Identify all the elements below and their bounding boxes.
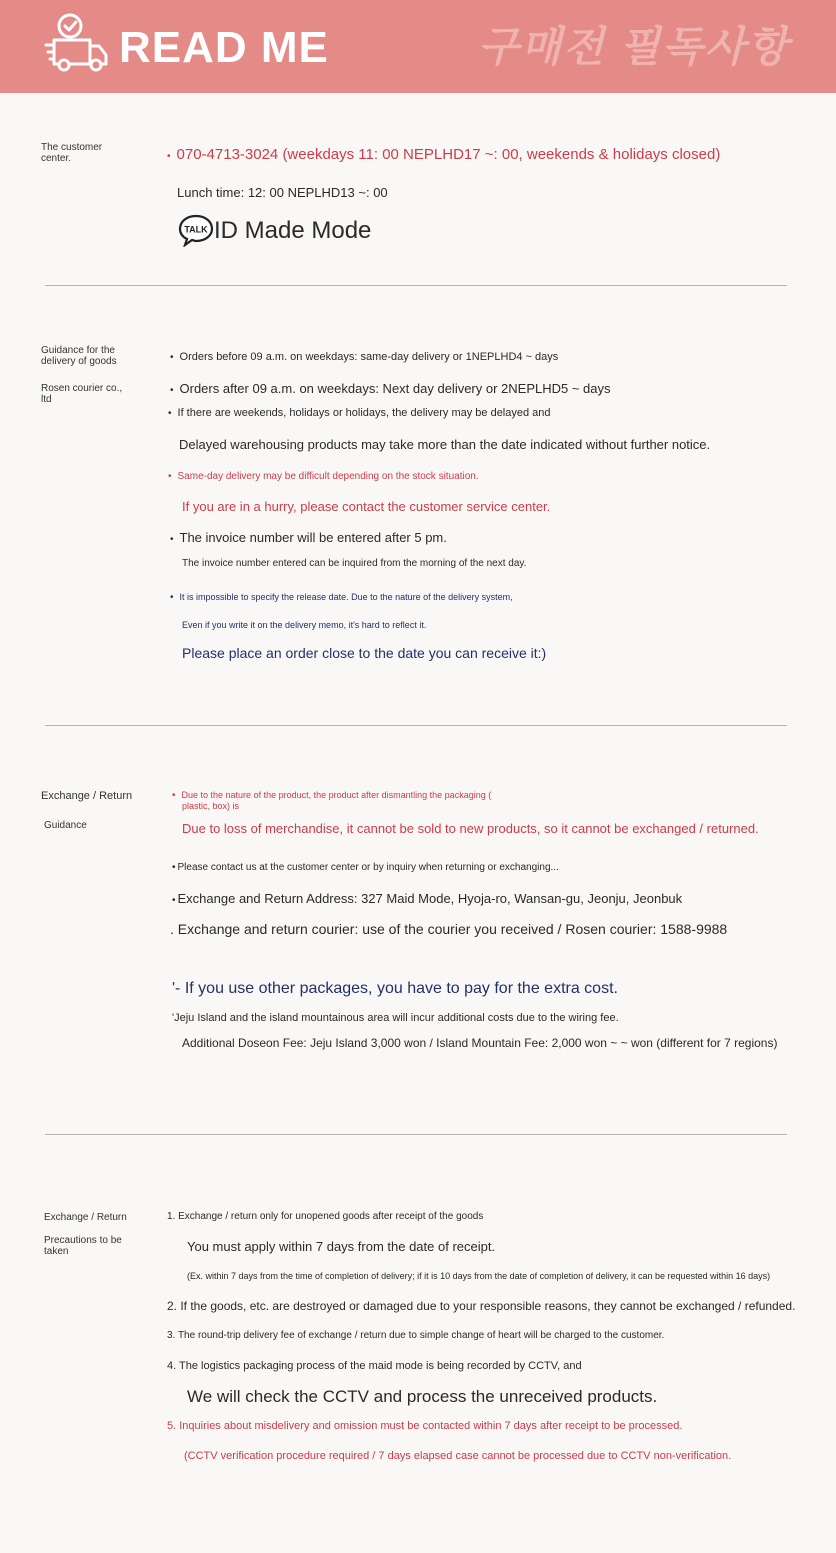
lunch-time: Lunch time: 12: 00 NEPLHD13 ~: 00: [177, 185, 388, 200]
precaution-line: 1. Exchange / return only for unopened goods after receipt of the goods: [167, 1211, 484, 1222]
delivery-line: • If there are weekends, holidays or holidays, the delivery may be delayed and: [168, 407, 551, 419]
section-label-precautions: Precautions to be taken: [44, 1235, 122, 1257]
exchange-line: • Due to the nature of the product, the product after dismantling the packaging ( plastic, box) is: [172, 790, 492, 811]
section-label-customer-center: The customer center.: [41, 142, 103, 164]
delivery-line: • Orders before 09 a.m. on weekdays: same-day delivery or 1NEPLHD4 ~ days: [170, 351, 559, 363]
precaution-line: 3. The round-trip delivery fee of exchange / return due to simple change of heart will be charged to the customer.: [167, 1330, 665, 1341]
section-label-exchange: Exchange / Return: [41, 790, 133, 802]
kakao-id: ID Made Mode: [214, 217, 372, 244]
delivery-line: • Same-day delivery may be difficult depending on the stock situation.: [168, 471, 479, 482]
delivery-line: Even if you write it on the delivery memo, it's hard to reflect it.: [182, 620, 427, 630]
precaution-line: You must apply within 7 days from the date of receipt.: [187, 1239, 496, 1254]
exchange-line: 'Jeju Island and the island mountainous area will incur additional costs due to the wiring fee.: [172, 1012, 619, 1024]
section-label-guidance: Guidance: [44, 820, 87, 831]
korean-title: 구매전 필독사항: [478, 23, 790, 70]
delivery-line: • The invoice number will be entered after 5 pm.: [170, 530, 447, 545]
delivery-line: Please place an order close to the date you can receive it:): [182, 645, 547, 661]
exchange-line: Additional Doseon Fee: Jeju Island 3,000 won / Island Mountain Fee: 2,000 won ~ ~ won (different for 7 regions): [182, 1036, 778, 1050]
page-title: READ ME: [119, 23, 329, 72]
precaution-line: 4. The logistics packaging process of the maid mode is being recorded by CCTV, and: [167, 1360, 582, 1372]
section-divider: [45, 725, 787, 726]
delivery-line: • It is impossible to specify the release date. Due to the nature of the delivery system,: [170, 592, 513, 603]
exchange-line: • Exchange and Return Address: 327 Maid Mode, Hyoja-ro, Wansan-gu, Jeonju, Jeonbuk: [172, 891, 683, 906]
phone-line: • 070-4713-3024 (weekdays 11: 00 NEPLHD17 ~: 00, weekends & holidays closed): [167, 146, 721, 163]
precaution-line: (Ex. within 7 days from the time of completion of delivery; if it is 10 days from the date of completion of delivery, it can be requested within 16 days): [187, 1271, 771, 1281]
precaution-line: 5. Inquiries about misdelivery and omission must be contacted within 7 days after receipt to be processed.: [167, 1420, 683, 1432]
exchange-line: Due to loss of merchandise, it cannot be sold to new products, so it cannot be exchanged / returned.: [182, 821, 759, 836]
section-label-exchange-precautions: Exchange / Return: [44, 1212, 127, 1223]
kakaotalk-icon: [178, 213, 214, 247]
section-label-courier: Rosen courier co., ltd: [41, 383, 123, 405]
delivery-truck-clock-icon: [44, 12, 110, 74]
header-banner: [0, 0, 836, 93]
svg-text:TALK: TALK: [184, 224, 208, 235]
delivery-line: • Orders after 09 a.m. on weekdays: Next day delivery or 2NEPLHD5 ~ days: [170, 381, 611, 396]
delivery-line: The invoice number entered can be inquired from the morning of the next day.: [182, 558, 527, 569]
precaution-line: (CCTV verification procedure required / 7 days elapsed case cannot be processed due to CCTV non-verification.: [184, 1450, 732, 1462]
delivery-line: Delayed warehousing products may take more than the date indicated without further notice.: [179, 437, 711, 452]
precaution-line: We will check the CCTV and process the unreceived products.: [187, 1387, 658, 1406]
precaution-line: 2. If the goods, etc. are destroyed or damaged due to your responsible reasons, they cannot be exchanged / refunded.: [167, 1299, 796, 1313]
exchange-line: . Exchange and return courier: use of the courier you received / Rosen courier: 1588-9988: [170, 921, 728, 937]
exchange-line: '- If you use other packages, you have to pay for the extra cost.: [172, 980, 618, 997]
section-label-delivery: Guidance for the delivery of goods: [41, 345, 117, 367]
delivery-line: If you are in a hurry, please contact the customer service center.: [182, 499, 551, 514]
section-divider: [45, 285, 787, 286]
section-divider: [45, 1134, 787, 1135]
exchange-line: • Please contact us at the customer center or by inquiry when returning or exchanging...: [172, 862, 559, 873]
bullet: •: [167, 151, 171, 162]
